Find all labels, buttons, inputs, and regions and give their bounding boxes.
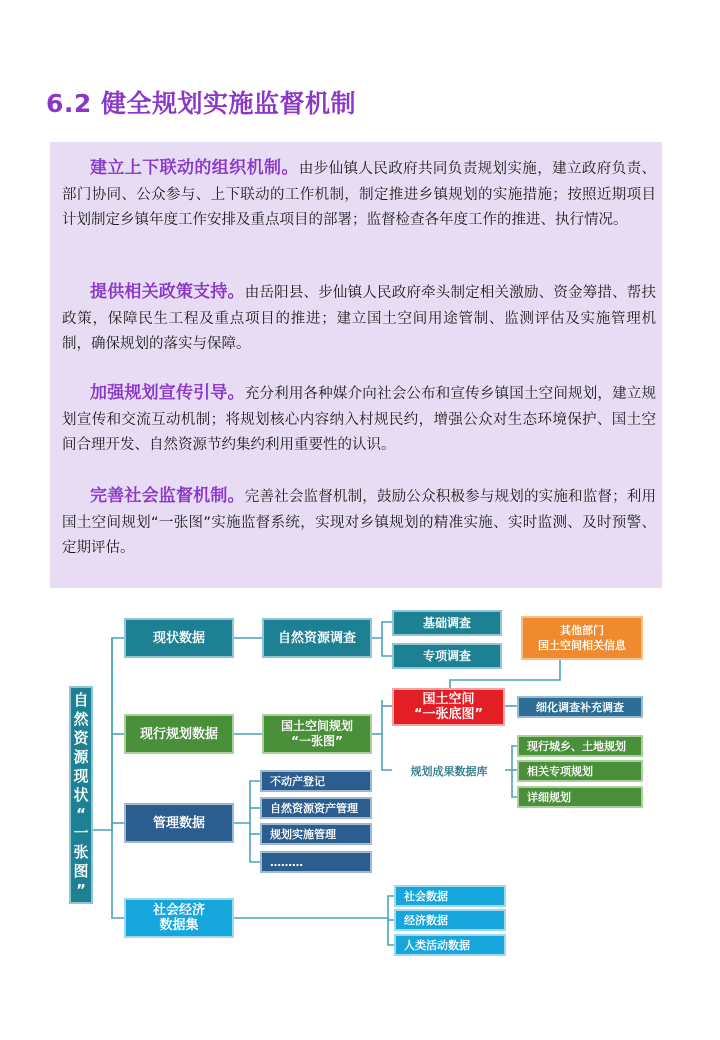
paragraph-lead: 建立上下联动的组织机制。 [90, 158, 299, 178]
other-dept-line2: 国土空间相关信息 [538, 639, 626, 652]
root-current-onemap [69, 686, 93, 904]
onemap-line1: 国土空间规划 [280, 719, 353, 733]
plan-results-db-label: 规划成果数据库 [410, 764, 488, 778]
related-special-plan-node: 相关专项规划 [517, 760, 643, 782]
socio-line2: 数据集 [159, 918, 199, 933]
human-activity-data-node: 人类活动数据 [394, 934, 506, 956]
natural-resource-survey-node: 自然资源调查 [262, 618, 372, 658]
base-map-line2: “一张底图” [413, 707, 484, 722]
asset-management-node: 自然资源资产管理 [260, 797, 372, 819]
socio-line1: 社会经济 [152, 903, 205, 918]
detail-plan-node: 详细规划 [517, 786, 643, 808]
plan-implementation-node: 规划实施管理 [260, 823, 372, 845]
paragraph-text: 完善社会监督机制，鼓励公众积极参与规划的实施和监督；利用国土空间规划“一张图”实施监督系统，实现对乡镇规划的精准实施、实时监测、及时预警、定期评估。 [62, 489, 656, 556]
paragraph-lead: 完善社会监督机制。 [90, 486, 245, 506]
basic-survey-node: 基础调查 [392, 610, 502, 636]
property-registration-node: 不动产登记 [260, 770, 372, 792]
social-data-node: 社会数据 [394, 885, 506, 907]
page-title: 6.2 健全规划实施监督机制 [46, 89, 356, 118]
paragraph-lead: 加强规划宣传引导。 [90, 383, 245, 403]
base-map-line1: 国土空间 [422, 692, 475, 707]
supplement-survey-node: 细化调查补充调查 [517, 696, 643, 718]
paragraph-text: 由步仙镇人民政府共同负责规划实施，建立政府负责、部门协同、公众参与、上下联动的工作机制，制定推进乡镇规划的实施措施；按照近期项目计划制定乡镇年度工作安排及重点项目的部署；监督检查各年度工作的推进、执行情况。 [62, 161, 657, 228]
special-survey-node: 专项调查 [392, 643, 502, 669]
paragraph-text: 充分利用各种媒介向社会公布和宣传乡镇国土空间规划，建立规划宣传和交流互动机制；将规划核心内容纳入村规民约，增强公众对生态环境保护、国土空间合理开发、自然资源节约集约利用重要性的认识。 [62, 386, 656, 453]
socioeconomic-dataset-node [124, 898, 234, 938]
paragraph-lead: 提供相关政策支持。 [90, 282, 245, 302]
other-dept-line1: 其他部门 [560, 624, 604, 637]
town-land-plan-node: 现行城乡、土地规划 [517, 735, 643, 757]
economic-data-node: 经济数据 [394, 909, 506, 931]
status-data-node: 现状数据 [124, 618, 234, 658]
other-departments-node [521, 616, 643, 660]
base-map-node [392, 688, 505, 726]
current-plan-data-node: 现行规划数据 [124, 714, 234, 754]
paragraph-text: 由岳阳县、步仙镇人民政府牵头制定相关激励、资金筹措、帮扶政策，保障民生工程及重点项目的推进；建立国土空间用途管制、监测评估及实施管理机制，确保规划的落实与保障。 [62, 285, 656, 352]
root-label: 自 然 资 源 现 状 “ 一 张 图 ” [73, 690, 89, 899]
planning-onemap-node [262, 714, 372, 754]
management-data-node: 管理数据 [124, 803, 234, 843]
ellipsis-node: ……… [260, 851, 372, 873]
onemap-line2: “一张图” [291, 734, 343, 748]
